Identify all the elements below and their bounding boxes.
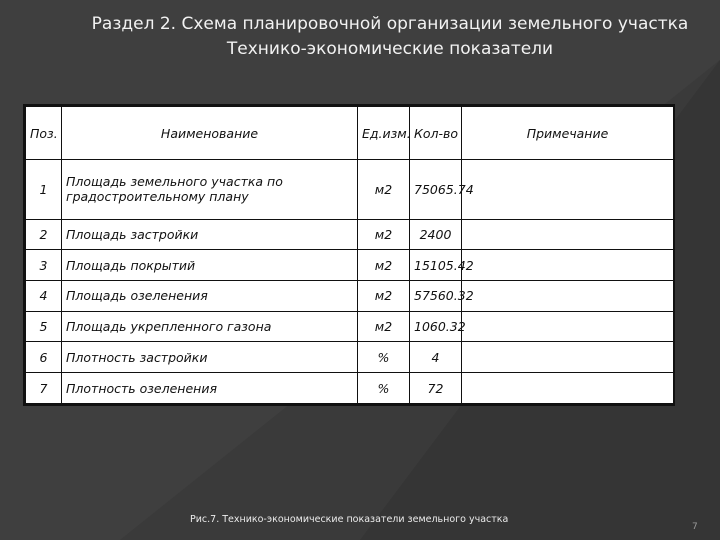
table-row [26, 311, 674, 342]
cell-name: Плотность озеленения [62, 373, 358, 404]
indicators-table-sheet [23, 104, 675, 406]
table-row [26, 342, 674, 373]
cell-unit: % [358, 373, 410, 404]
table-row [26, 160, 674, 220]
cell-note [462, 219, 674, 250]
slide-title-line-2: Технико-экономические показатели [226, 39, 554, 59]
cell-qty: 72 [410, 373, 462, 404]
cell-note [462, 281, 674, 312]
cell-unit: м2 [358, 250, 410, 281]
cell-qty: 2400 [410, 219, 462, 250]
cell-name: Площадь застройки [62, 219, 358, 250]
header-unit: Ед.изм. [358, 107, 410, 160]
cell-unit: м2 [358, 281, 410, 312]
indicators-table [25, 106, 674, 404]
figure-caption: Рис.7. Технико-экономические показатели земельного участка [190, 514, 509, 525]
cell-note [462, 311, 674, 342]
cell-note [462, 160, 674, 220]
cell-unit: м2 [358, 160, 410, 220]
cell-qty: 15105.42 [410, 250, 462, 281]
header-name: Наименование [62, 107, 358, 160]
cell-qty: 1060.32 [410, 311, 462, 342]
header-qty: Кол-во [410, 107, 462, 160]
page-number: 7 [692, 522, 698, 532]
cell-pos: 6 [26, 342, 62, 373]
slide-title [60, 12, 720, 62]
cell-unit: % [358, 342, 410, 373]
cell-pos: 7 [26, 373, 62, 404]
header-note: Примечание [462, 107, 674, 160]
cell-qty: 57560.32 [410, 281, 462, 312]
cell-unit: м2 [358, 219, 410, 250]
cell-note [462, 373, 674, 404]
table-row [26, 373, 674, 404]
cell-qty: 75065.74 [410, 160, 462, 220]
cell-pos: 1 [26, 160, 62, 220]
table-row [26, 250, 674, 281]
table-row [26, 219, 674, 250]
cell-pos: 4 [26, 281, 62, 312]
cell-note [462, 250, 674, 281]
cell-name: Площадь укрепленного газона [62, 311, 358, 342]
cell-note [462, 342, 674, 373]
cell-qty: 4 [410, 342, 462, 373]
cell-name: Площадь покрытий [62, 250, 358, 281]
cell-pos: 5 [26, 311, 62, 342]
cell-pos: 2 [26, 219, 62, 250]
table-row [26, 281, 674, 312]
cell-name: Площадь земельного участка по градостроительному плану [62, 160, 358, 220]
header-pos: Поз. [26, 107, 62, 160]
cell-name: Плотность застройки [62, 342, 358, 373]
slide-title-line-1: Раздел 2. Схема планировочной организации земельного участка [91, 14, 689, 34]
table-header-row [26, 107, 674, 160]
cell-unit: м2 [358, 311, 410, 342]
cell-name: Площадь озеленения [62, 281, 358, 312]
cell-pos: 3 [26, 250, 62, 281]
